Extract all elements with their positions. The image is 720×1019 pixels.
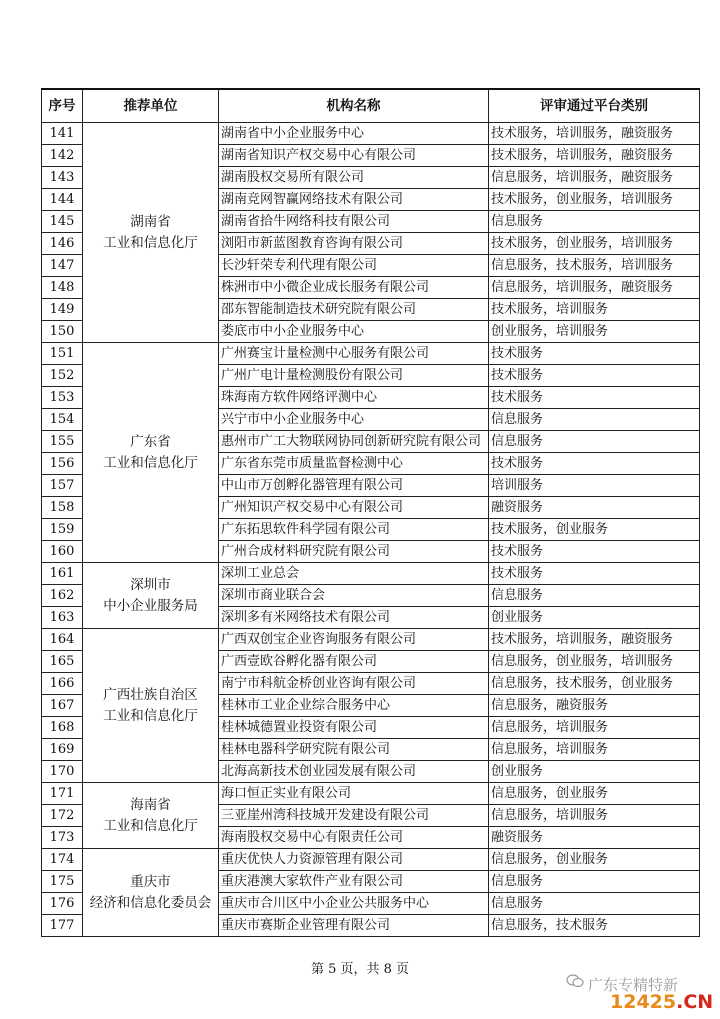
institution-name: 桂林电器科学研究院有限公司	[219, 739, 489, 761]
platform-category: 技术服务	[489, 387, 700, 409]
unit-line: 广东省	[130, 433, 171, 450]
header-no: 序号	[42, 89, 83, 123]
row-number: 168	[42, 717, 83, 739]
row-number: 176	[42, 893, 83, 915]
institution-name: 广东拓思软件科学园有限公司	[219, 519, 489, 541]
row-number: 166	[42, 673, 83, 695]
page-footer: 第 5 页，共 8 页	[310, 962, 410, 977]
platform-category: 信息服务，技术服务，创业服务	[489, 673, 700, 695]
unit-line: 广西壮族自治区	[103, 686, 198, 703]
unit-line: 湖南省	[130, 213, 171, 230]
row-number: 163	[42, 607, 83, 629]
institution-name: 广州知识产权交易中心有限公司	[219, 497, 489, 519]
row-number: 146	[42, 233, 83, 255]
recommending-unit	[83, 629, 219, 783]
watermark-site	[610, 991, 713, 1013]
platform-category: 信息服务	[489, 585, 700, 607]
row-number: 148	[42, 277, 83, 299]
row-number: 165	[42, 651, 83, 673]
platform-category: 信息服务，培训服务	[489, 805, 700, 827]
row-number: 158	[42, 497, 83, 519]
institution-name: 浏阳市新蓝图教育咨询有限公司	[219, 233, 489, 255]
institution-name: 北海高新技术创业园发展有限公司	[219, 761, 489, 783]
institution-name: 广州广电计量检测股份有限公司	[219, 365, 489, 387]
row-number: 142	[42, 145, 83, 167]
institution-name: 深圳市商业联合会	[219, 585, 489, 607]
platform-category: 信息服务，创业服务	[489, 783, 700, 805]
platform-category: 融资服务	[489, 497, 700, 519]
row-number: 155	[42, 431, 83, 453]
institution-name: 桂林城德置业投资有限公司	[219, 717, 489, 739]
platform-category: 信息服务，培训服务	[489, 717, 700, 739]
platform-category: 融资服务	[489, 827, 700, 849]
platform-category: 技术服务	[489, 343, 700, 365]
platform-category: 信息服务	[489, 893, 700, 915]
table-row	[42, 123, 700, 145]
row-number: 162	[42, 585, 83, 607]
institution-name: 广州合成材料研究院有限公司	[219, 541, 489, 563]
unit-line: 深圳市	[130, 576, 171, 593]
row-number: 153	[42, 387, 83, 409]
unit-line: 工业和信息化厅	[103, 707, 198, 724]
institution-name: 海口恒正实业有限公司	[219, 783, 489, 805]
table-row	[42, 783, 700, 805]
platform-category: 信息服务，融资服务	[489, 695, 700, 717]
row-number: 171	[42, 783, 83, 805]
platform-category: 信息服务，创业服务	[489, 849, 700, 871]
row-number: 147	[42, 255, 83, 277]
header-org: 机构名称	[219, 89, 489, 123]
institution-name: 湖南竞网智赢网络技术有限公司	[219, 189, 489, 211]
platform-category: 技术服务，培训服务，融资服务	[489, 629, 700, 651]
table-header-row	[42, 89, 700, 123]
row-number: 160	[42, 541, 83, 563]
institution-name: 南宁市科航金桥创业咨询有限公司	[219, 673, 489, 695]
row-number: 173	[42, 827, 83, 849]
row-number: 161	[42, 563, 83, 585]
platform-category: 信息服务，技术服务	[489, 915, 700, 937]
recommending-unit	[83, 849, 219, 937]
row-number: 157	[42, 475, 83, 497]
row-number: 169	[42, 739, 83, 761]
row-number: 167	[42, 695, 83, 717]
row-number: 172	[42, 805, 83, 827]
platform-category: 技术服务，培训服务	[489, 299, 700, 321]
row-number: 156	[42, 453, 83, 475]
row-number: 159	[42, 519, 83, 541]
row-number: 154	[42, 409, 83, 431]
platform-category: 技术服务，创业服务，培训服务	[489, 233, 700, 255]
institution-name: 广州赛宝计量检测中心服务有限公司	[219, 343, 489, 365]
unit-line: 海南省	[130, 796, 171, 813]
recommending-unit	[83, 563, 219, 629]
row-number: 174	[42, 849, 83, 871]
row-number: 143	[42, 167, 83, 189]
table-row	[42, 849, 700, 871]
platform-category: 创业服务	[489, 761, 700, 783]
platform-category: 培训服务	[489, 475, 700, 497]
platform-category: 信息服务	[489, 211, 700, 233]
row-number: 177	[42, 915, 83, 937]
institution-name: 桂林市工业企业综合服务中心	[219, 695, 489, 717]
institution-name: 湖南省知识产权交易中心有限公司	[219, 145, 489, 167]
row-number: 170	[42, 761, 83, 783]
watermark-account: 广东专精特新	[588, 976, 679, 994]
platform-category: 技术服务	[489, 563, 700, 585]
platform-category: 创业服务，培训服务	[489, 321, 700, 343]
recommending-unit	[83, 783, 219, 849]
row-number: 141	[42, 123, 83, 145]
institution-name: 湖南股权交易所有限公司	[219, 167, 489, 189]
table-row	[42, 343, 700, 365]
row-number: 150	[42, 321, 83, 343]
platform-category: 技术服务，创业服务	[489, 519, 700, 541]
institution-name: 重庆市赛斯企业管理有限公司	[219, 915, 489, 937]
unit-line: 工业和信息化厅	[103, 234, 198, 251]
watermark-site-suffix: .CN	[676, 991, 714, 1013]
institution-name: 长沙轩荣专利代理有限公司	[219, 255, 489, 277]
platform-category: 创业服务	[489, 607, 700, 629]
institution-name: 惠州市广工大物联网协同创新研究院有限公司	[219, 431, 489, 453]
platform-category: 技术服务，培训服务，融资服务	[489, 123, 700, 145]
institution-table	[41, 88, 700, 937]
institution-name: 重庆港澳大家软件产业有限公司	[219, 871, 489, 893]
institution-name: 广西壹欧谷孵化器有限公司	[219, 651, 489, 673]
unit-line: 工业和信息化厅	[103, 817, 198, 834]
row-number: 152	[42, 365, 83, 387]
platform-category: 技术服务，创业服务，培训服务	[489, 189, 700, 211]
platform-category: 技术服务	[489, 541, 700, 563]
institution-name: 海南股权交易中心有限责任公司	[219, 827, 489, 849]
platform-category: 信息服务	[489, 409, 700, 431]
row-number: 151	[42, 343, 83, 365]
institution-name: 珠海南方软件网络评测中心	[219, 387, 489, 409]
institution-name: 娄底市中小企业服务中心	[219, 321, 489, 343]
platform-category: 技术服务，培训服务，融资服务	[489, 145, 700, 167]
institution-name: 中山市万创孵化器管理有限公司	[219, 475, 489, 497]
institution-name: 重庆优快人力资源管理有限公司	[219, 849, 489, 871]
institution-name: 三亚崖州湾科技城开发建设有限公司	[219, 805, 489, 827]
institution-name: 广西双创宝企业咨询服务有限公司	[219, 629, 489, 651]
platform-category: 信息服务，培训服务，融资服务	[489, 277, 700, 299]
wechat-icon	[566, 974, 584, 988]
institution-name: 兴宁市中小企业服务中心	[219, 409, 489, 431]
platform-category: 信息服务，创业服务，培训服务	[489, 651, 700, 673]
institution-name: 重庆市合川区中小企业公共服务中心	[219, 893, 489, 915]
institution-name: 深圳多有米网络技术有限公司	[219, 607, 489, 629]
table-row	[42, 629, 700, 651]
unit-line: 重庆市	[130, 873, 171, 890]
header-category: 评审通过平台类别	[489, 89, 700, 123]
recommending-unit	[83, 123, 219, 343]
institution-name: 湖南省拾牛网络科技有限公司	[219, 211, 489, 233]
platform-category: 信息服务	[489, 431, 700, 453]
header-unit: 推荐单位	[83, 89, 219, 123]
platform-category: 技术服务	[489, 453, 700, 475]
table-body	[42, 123, 700, 937]
platform-category: 技术服务	[489, 365, 700, 387]
recommending-unit	[83, 343, 219, 563]
row-number: 144	[42, 189, 83, 211]
row-number: 164	[42, 629, 83, 651]
institution-name: 深圳工业总会	[219, 563, 489, 585]
platform-category: 信息服务	[489, 871, 700, 893]
institution-name: 邵东智能制造技术研究院有限公司	[219, 299, 489, 321]
watermark-site-main: 12425	[610, 991, 677, 1013]
unit-line: 经济和信息化委员会	[89, 894, 212, 911]
unit-line: 工业和信息化厅	[103, 454, 198, 471]
platform-category: 信息服务，培训服务	[489, 739, 700, 761]
institution-name: 广东省东莞市质量监督检测中心	[219, 453, 489, 475]
row-number: 175	[42, 871, 83, 893]
institution-name: 湖南省中小企业服务中心	[219, 123, 489, 145]
table-row	[42, 563, 700, 585]
platform-category: 信息服务，培训服务，融资服务	[489, 167, 700, 189]
institution-name: 株洲市中小微企业成长服务有限公司	[219, 277, 489, 299]
platform-category: 信息服务，技术服务，培训服务	[489, 255, 700, 277]
row-number: 145	[42, 211, 83, 233]
row-number: 149	[42, 299, 83, 321]
unit-line: 中小企业服务局	[103, 597, 198, 614]
